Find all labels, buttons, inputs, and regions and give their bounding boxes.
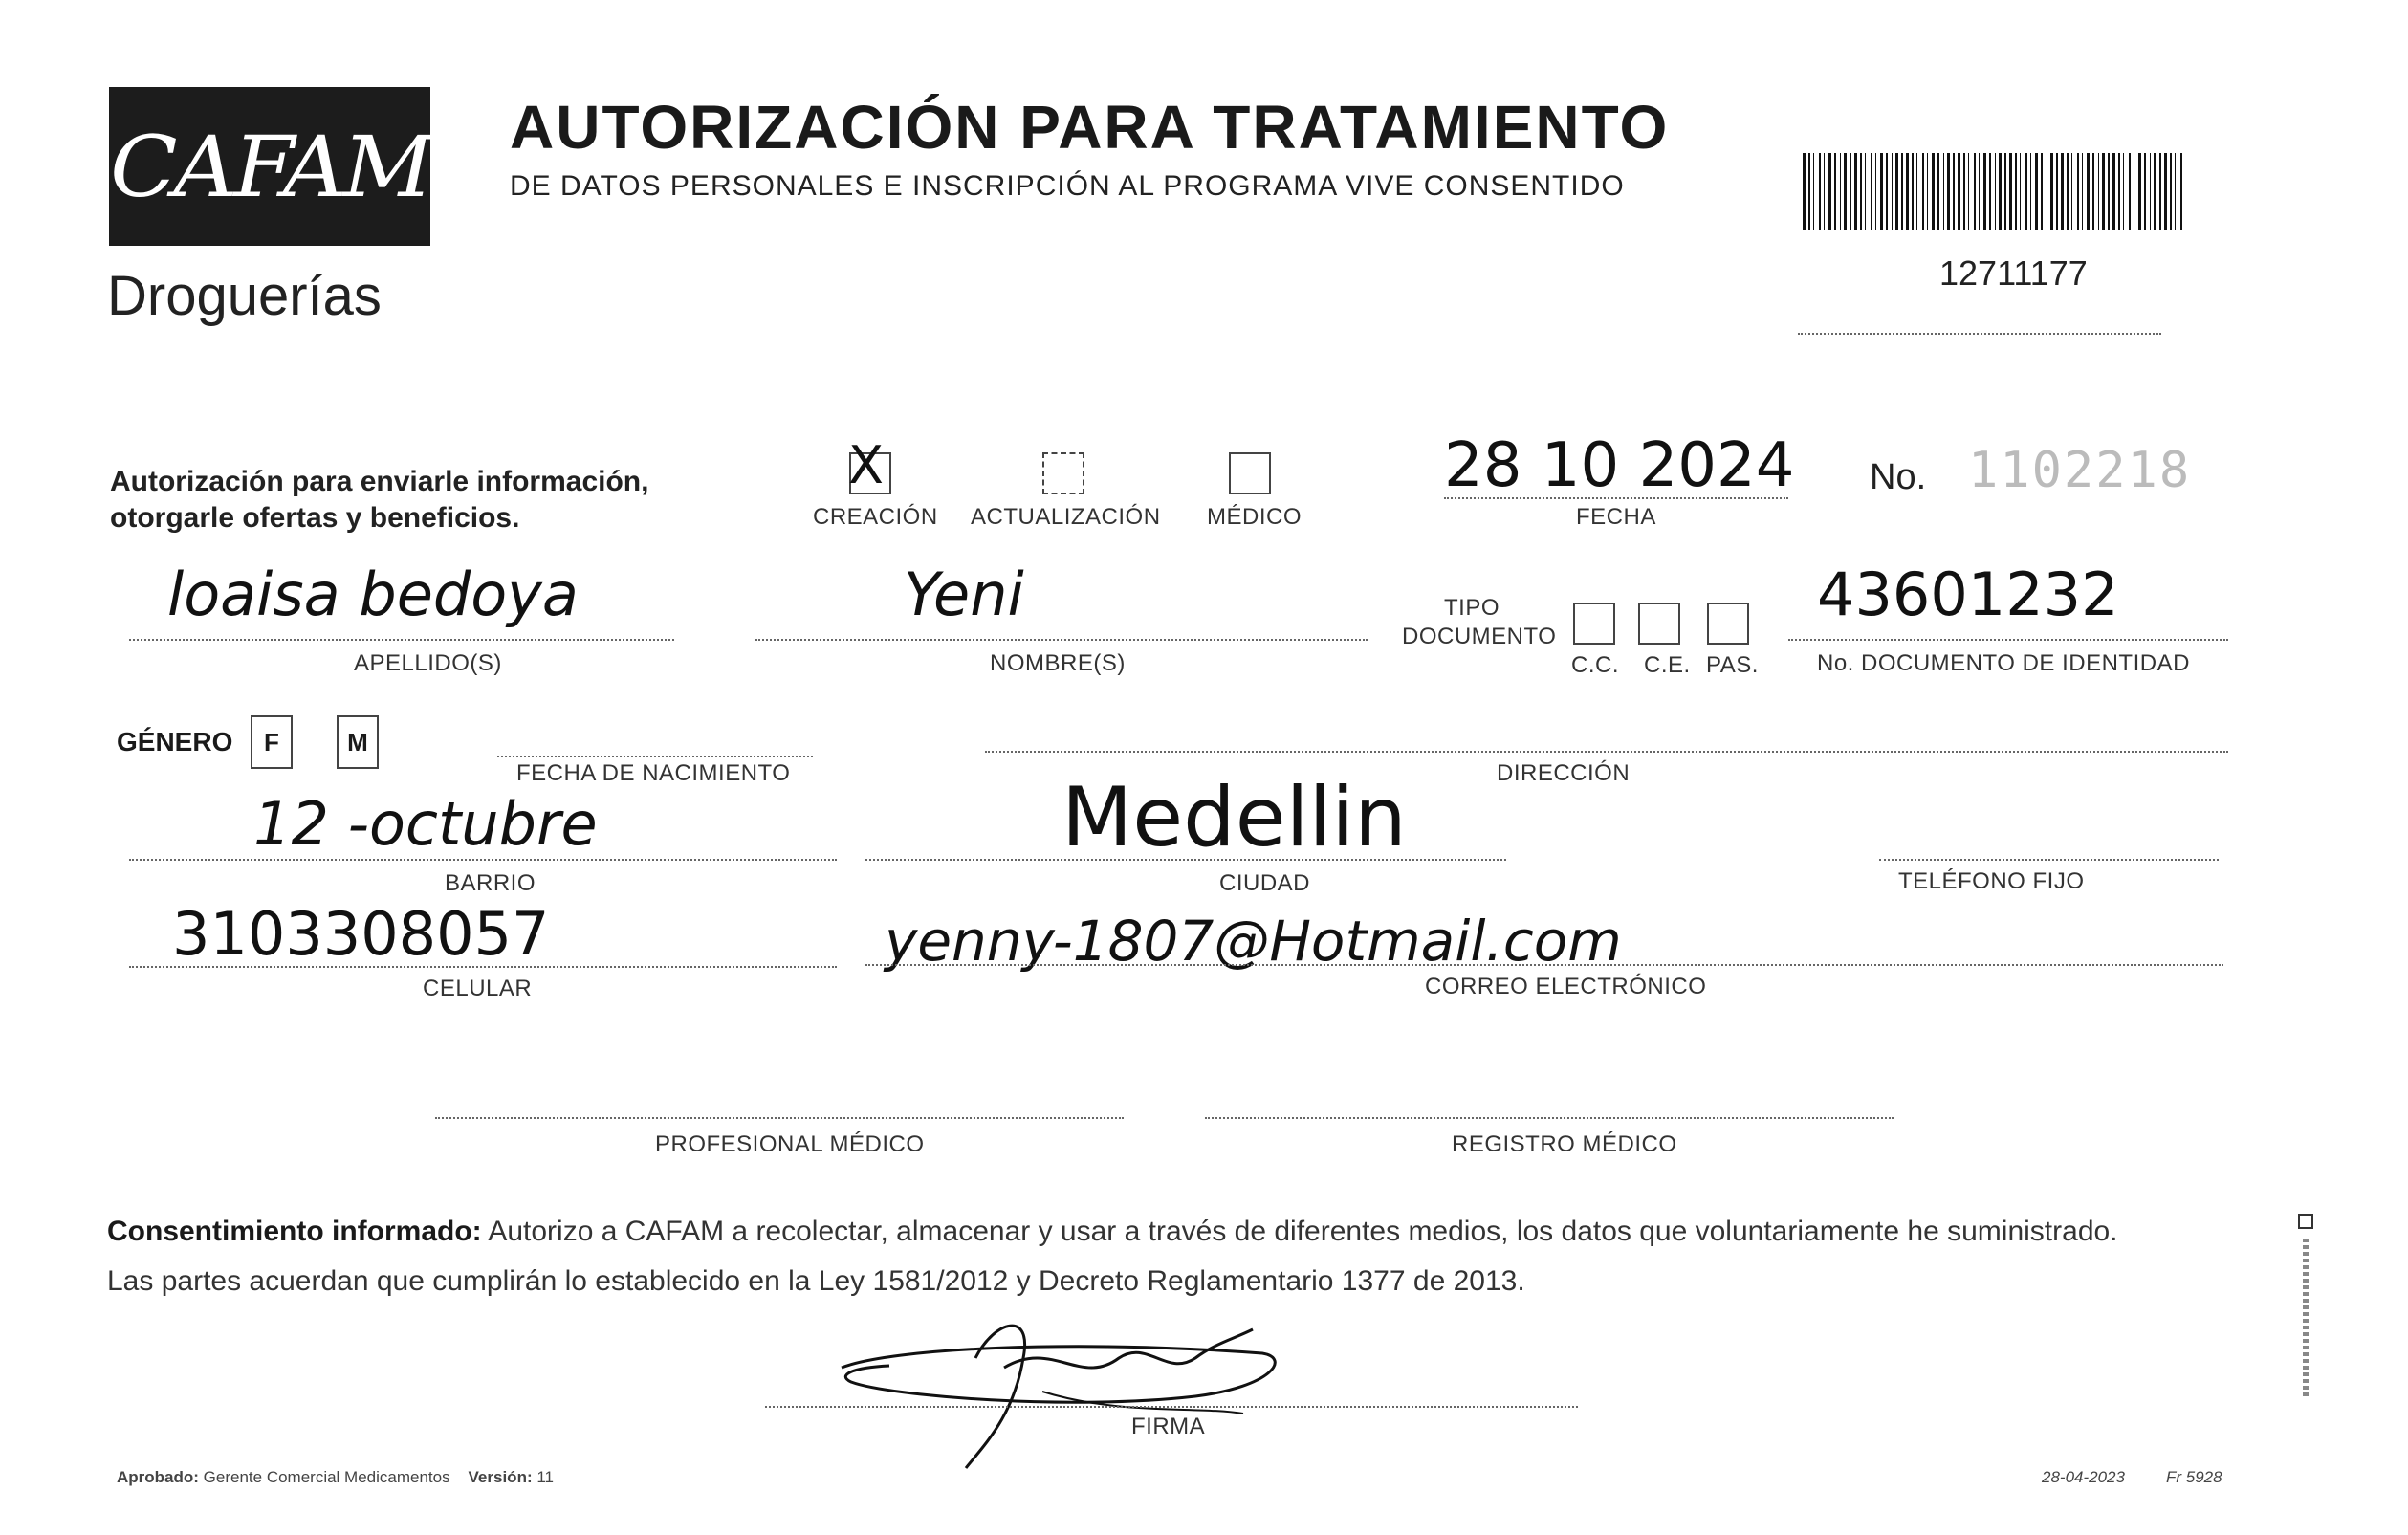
cafam-logo: [109, 87, 430, 246]
correo-value: yenny-1807@Hotmail.com: [885, 909, 1622, 974]
genero-f-box[interactable]: F: [251, 715, 293, 769]
doc-num-value: 43601232: [1817, 559, 2119, 629]
brand-subtitle: Droguerías: [107, 265, 382, 327]
barcode-bar: [1974, 153, 1976, 230]
barcode-bar: [2098, 153, 2099, 230]
barcode-bar: [2087, 153, 2090, 230]
ce-label: C.E.: [1644, 652, 1691, 678]
barcode-bar: [2159, 153, 2161, 230]
barcode-number: 12711177: [1939, 253, 2088, 293]
logo-text: CAFAM: [110, 117, 429, 216]
barcode-bar: [1840, 153, 1841, 230]
barcode-bar: [2077, 153, 2079, 230]
barcode-bar: [2112, 153, 2115, 230]
barcode-bar: [1824, 153, 1825, 230]
genero-m-box[interactable]: M: [337, 715, 379, 769]
direccion-label: DIRECCIÓN: [1497, 760, 1631, 786]
checkbox-mark: X: [848, 435, 884, 495]
barcode-bar: [1875, 153, 1876, 230]
intro-text: [110, 464, 648, 537]
nombres-label: NOMBRE(S): [990, 650, 1126, 676]
barcode-bar: [1979, 153, 1980, 230]
barrio-value: 12 -octubre: [253, 789, 598, 859]
barcode-bar: [1916, 153, 1917, 230]
actualizacion-checkbox[interactable]: [1042, 452, 1084, 494]
barcode-bar: [2020, 153, 2021, 230]
barcode-bar: [1999, 153, 2002, 230]
medico-checkbox[interactable]: [1229, 452, 1271, 494]
consent-text: [107, 1207, 2240, 1306]
barcode-bar: [2061, 153, 2064, 230]
barcode-bar: [2118, 153, 2120, 230]
intro-line-1: Autorización para enviarle información,: [110, 466, 649, 497]
doc-num-label: No. DOCUMENTO DE IDENTIDAD: [1817, 650, 2190, 676]
apellidos-label: APELLIDO(S): [354, 650, 502, 676]
barcode-bar: [2150, 153, 2151, 230]
barcode-bar: [1901, 153, 1903, 230]
version-label: Versión:: [468, 1468, 533, 1486]
barcode-bar: [2015, 153, 2017, 230]
creacion-label: CREACIÓN: [813, 504, 938, 530]
version-value: 11: [536, 1468, 555, 1486]
barcode-bar: [2138, 153, 2141, 230]
barcode-bar: [1886, 153, 1888, 230]
barcode-bar: [1947, 153, 1950, 230]
barcode-bar: [1808, 153, 1810, 230]
ciudad-value: Medellin: [1062, 770, 1407, 866]
telefono-label: TELÉFONO FIJO: [1898, 868, 2085, 894]
barcode-bar: [1912, 153, 1914, 230]
barcode-bar: [1850, 153, 1851, 230]
barcode-bar: [2082, 153, 2083, 230]
barrio-line[interactable]: [129, 859, 837, 861]
actualizacion-label: ACTUALIZACIÓN: [971, 504, 1161, 530]
barcode-bar: [1813, 153, 1814, 230]
barcode-bar: [1819, 153, 1821, 230]
barcode-bar: [1871, 153, 1872, 230]
barcode-bar: [2004, 153, 2006, 230]
barcode-bar: [2056, 153, 2058, 230]
barcode: [1803, 153, 2185, 230]
fecha-nac-line[interactable]: [497, 756, 813, 757]
fecha-nac-label: FECHA DE NACIMIENTO: [516, 760, 791, 786]
fecha-value: 28 10 2024: [1444, 430, 1795, 501]
profesional-label: PROFESIONAL MÉDICO: [655, 1131, 925, 1157]
side-vertical-mark: [2293, 1205, 2318, 1406]
barcode-bar: [1927, 153, 1928, 230]
correo-label: CORREO ELECTRÓNICO: [1425, 974, 1707, 999]
apellidos-value: loaisa bedoya: [167, 559, 579, 629]
tipo-doc-label-1: TIPO: [1444, 595, 1500, 621]
barcode-bar: [1989, 153, 1991, 230]
telefono-line[interactable]: [1879, 859, 2219, 861]
consent-bold: Consentimiento informado:: [107, 1216, 482, 1247]
barcode-bar: [1958, 153, 1960, 230]
ce-checkbox[interactable]: [1638, 603, 1680, 645]
barcode-bar: [2050, 153, 2053, 230]
footer-approval: [117, 1468, 554, 1487]
direccion-line[interactable]: [985, 751, 2228, 753]
medico-label: MÉDICO: [1207, 504, 1302, 530]
barcode-bar: [2035, 153, 2038, 230]
nombres-line[interactable]: [755, 639, 1368, 641]
genero-label: GÉNERO: [117, 727, 233, 757]
barcode-bar: [1937, 153, 1939, 230]
handwritten-signature: [832, 1301, 1291, 1473]
ciudad-line[interactable]: [865, 859, 1506, 861]
barrio-label: BARRIO: [445, 870, 536, 896]
celular-line[interactable]: [129, 966, 837, 968]
footer-date: 28-04-2023: [2042, 1468, 2125, 1486]
barcode-bar: [2102, 153, 2105, 230]
barcode-bar: [1892, 153, 1893, 230]
profesional-line[interactable]: [435, 1117, 1124, 1119]
barcode-bar: [1983, 153, 1986, 230]
intro-line-2: otorgarle ofertas y beneficios.: [110, 502, 520, 534]
barcode-bar: [1803, 153, 1806, 230]
celular-value: 3103308057: [172, 899, 550, 969]
barcode-bar: [2030, 153, 2031, 230]
barcode-bar: [1906, 153, 1909, 230]
form-subtitle: DE DATOS PERSONALES E INSCRIPCIÓN AL PROGRAMA VIVE CONSENTIDO: [510, 170, 1625, 202]
registro-line[interactable]: [1205, 1117, 1894, 1119]
barcode-bar: [1963, 153, 1965, 230]
barcode-bar: [1828, 153, 1831, 230]
barcode-bar: [1895, 153, 1898, 230]
barcode-bar: [2180, 153, 2182, 230]
barcode-bar: [2009, 153, 2012, 230]
form-title: AUTORIZACIÓN PARA TRATAMIENTO: [510, 93, 1670, 162]
barcode-bar: [2144, 153, 2146, 230]
apellidos-line[interactable]: [129, 639, 674, 641]
footer-code: Fr 5928: [2166, 1468, 2222, 1486]
nombres-value: Yeni: [904, 559, 1024, 629]
numero-label: No.: [1870, 457, 1927, 497]
consent-line-1: [107, 1207, 2240, 1257]
celular-label: CELULAR: [423, 976, 533, 1001]
barcode-underline: [1798, 333, 2161, 335]
barcode-bar: [1880, 153, 1883, 230]
consent-text-1: Autorizo a CAFAM a recolectar, almacenar y usar a través de diferentes medios, los datos que voluntariamente he suministrado.: [481, 1216, 2118, 1247]
barcode-bar: [1932, 153, 1935, 230]
firma-label: FIRMA: [1131, 1414, 1206, 1439]
cc-checkbox[interactable]: [1573, 603, 1615, 645]
barcode-bar: [1953, 153, 1955, 230]
barcode-bar: [2175, 153, 2176, 230]
fecha-label: FECHA: [1576, 504, 1656, 530]
barcode-bar: [1854, 153, 1857, 230]
barcode-bar: [1968, 153, 1969, 230]
pas-checkbox[interactable]: [1707, 603, 1749, 645]
barcode-bar: [1922, 153, 1924, 230]
barcode-bar: [2170, 153, 2172, 230]
fecha-line: [1444, 497, 1788, 499]
pas-label: PAS.: [1706, 652, 1759, 678]
correo-line[interactable]: [865, 964, 2223, 966]
barcode-bar: [2025, 153, 2027, 230]
barcode-bar: [1865, 153, 1866, 230]
firma-line[interactable]: [765, 1406, 1578, 1408]
barcode-bar: [2041, 153, 2043, 230]
barcode-bar: [1834, 153, 1836, 230]
aprobado-label: Aprobado:: [117, 1468, 199, 1486]
barcode-bar: [2092, 153, 2094, 230]
barcode-bar: [2154, 153, 2156, 230]
cc-label: C.C.: [1571, 652, 1619, 678]
barcode-bar: [2108, 153, 2110, 230]
registro-label: REGISTRO MÉDICO: [1452, 1131, 1677, 1157]
barcode-bar: [1860, 153, 1862, 230]
barcode-bar: [2071, 153, 2072, 230]
barcode-bar: [2123, 153, 2124, 230]
barcode-bar: [1844, 153, 1847, 230]
doc-num-line[interactable]: [1788, 639, 2228, 641]
aprobado-value: Gerente Comercial Medicamentos: [203, 1468, 450, 1486]
tipo-doc-label-2: DOCUMENTO: [1402, 624, 1557, 649]
barcode-bar: [2164, 153, 2167, 230]
numero-value: 1102218: [1968, 442, 2192, 499]
ciudad-label: CIUDAD: [1219, 870, 1311, 896]
barcode-bar: [1995, 153, 1996, 230]
consent-line-2: Las partes acuerdan que cumplirán lo establecido en la Ley 1581/2012 y Decreto Reglamentario 1377 de 2013.: [107, 1265, 1525, 1297]
barcode-bar: [2067, 153, 2069, 230]
barcode-bar: [1943, 153, 1944, 230]
barcode-bar: [2129, 153, 2131, 230]
